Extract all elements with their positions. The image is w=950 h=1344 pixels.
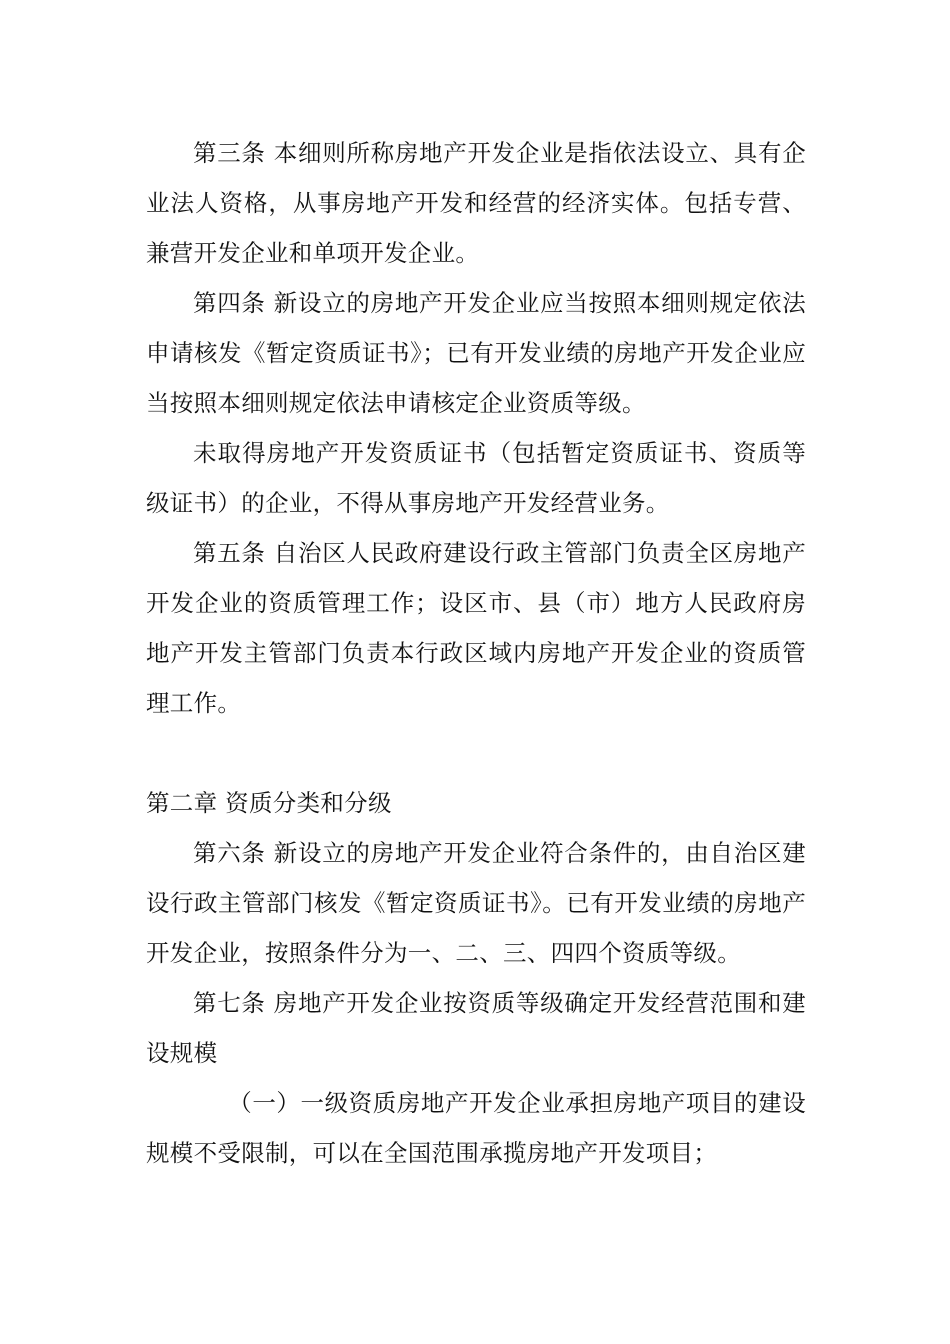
document-body — [146, 128, 806, 1178]
article-4-note: 未取得房地产开发资质证书（包括暂定资质证书、资质等级证书）的企业，不得从事房地产开发经营业务。 — [146, 439, 806, 517]
blank-line — [146, 728, 806, 778]
article-3: 第三条 本细则所称房地产开发企业是指依法设立、具有企业法人资格，从事房地产开发和经营的经济实体。包括专营、兼营开发企业和单项开发企业。 — [146, 139, 806, 267]
article-6: 第六条 新设立的房地产开发企业符合条件的，由自治区建设行政主管部门核发《暂定资质证书》。已有开发业绩的房地产开发企业，按照条件分为一、二、三、四四个资质等级。 — [146, 839, 806, 967]
article-7-item-1: （一）一级资质房地产开发企业承担房地产项目的建设规模不受限制，可以在全国范围承揽房地产开发项目； — [146, 1089, 806, 1167]
article-4: 第四条 新设立的房地产开发企业应当按照本细则规定依法申请核发《暂定资质证书》；已有开发业绩的房地产开发企业应当按照本细则规定依法申请核定企业资质等级。 — [146, 289, 806, 417]
chapter-heading: 第二章 资质分类和分级 — [146, 789, 392, 817]
article-7: 第七条 房地产开发企业按资质等级确定开发经营范围和建设规模 — [146, 989, 806, 1067]
article-5: 第五条 自治区人民政府建设行政主管部门负责全区房地产开发企业的资质管理工作；设区市、县（市）地方人民政府房地产开发主管部门负责本行政区域内房地产开发企业的资质管理工作。 — [146, 539, 806, 717]
